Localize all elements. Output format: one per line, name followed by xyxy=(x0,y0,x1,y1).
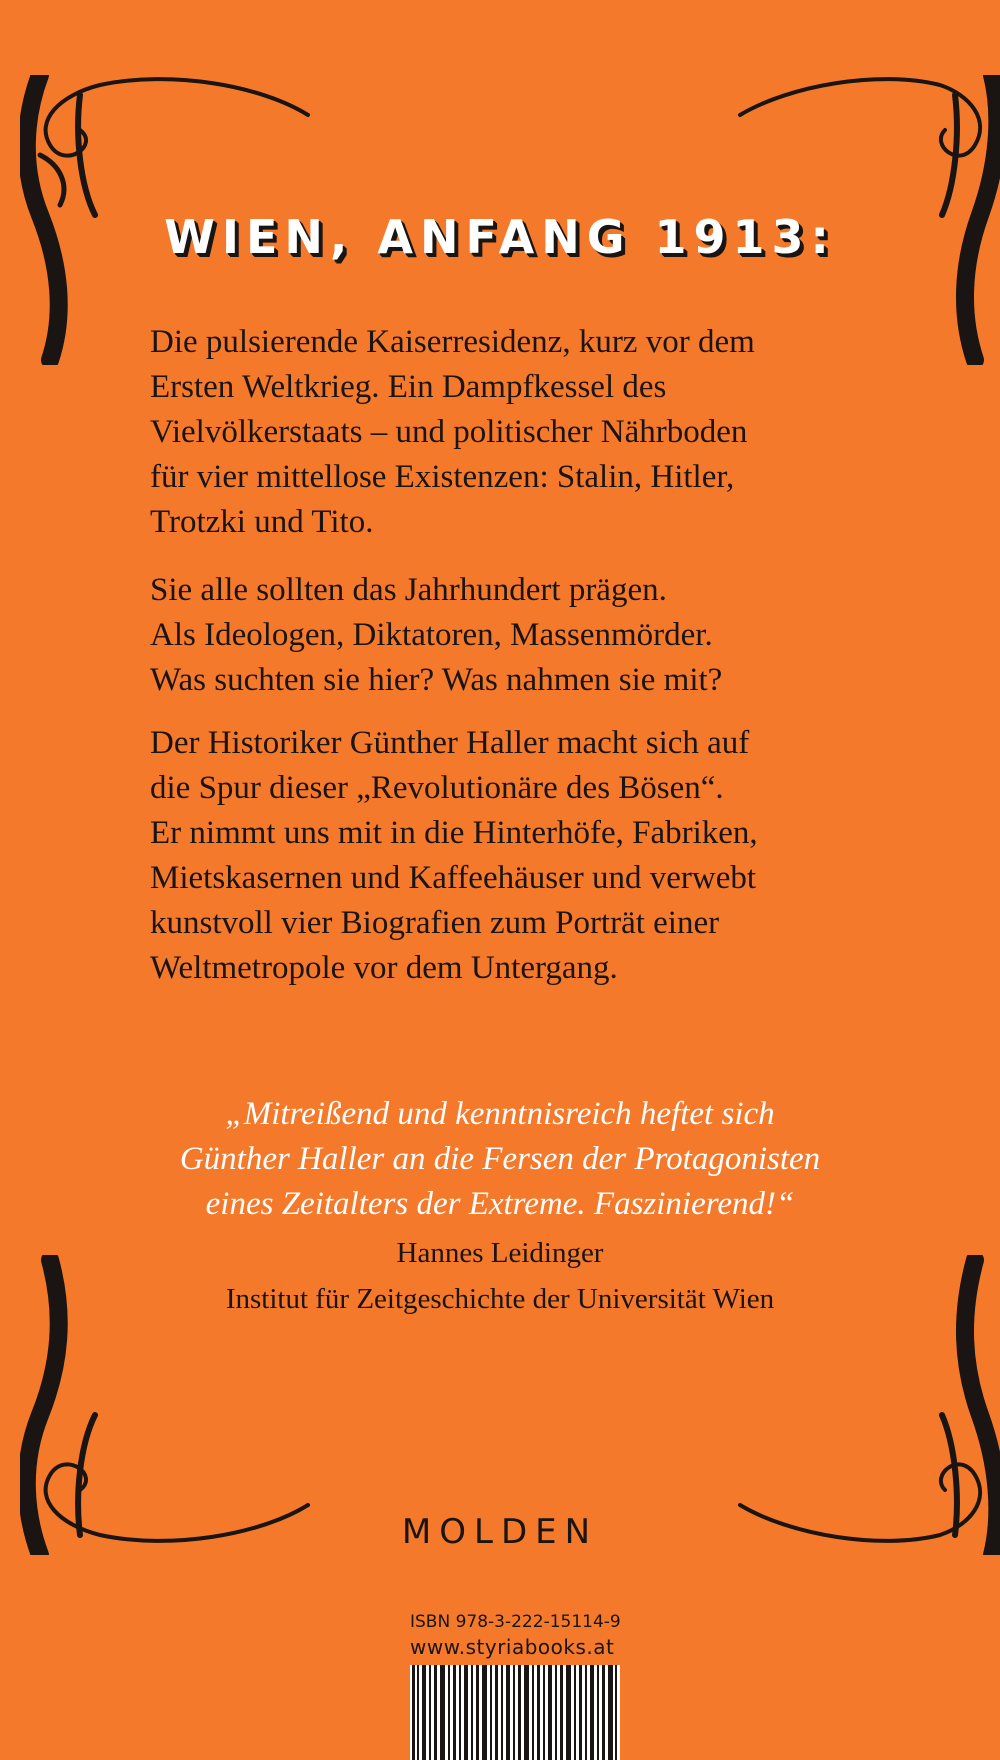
paragraph-line: Was suchten sie hier? Was nahmen sie mit? xyxy=(150,662,723,698)
quote-author: Hannes Leidinger xyxy=(396,1237,604,1269)
paragraph-line: die Spur dieser „Revolutionäre des Bösen“. xyxy=(150,770,724,806)
quote-line: Günther Haller an die Fersen der Protagonisten xyxy=(179,1141,821,1177)
barcode-icon xyxy=(410,1665,620,1760)
paragraph-line: Ersten Weltkrieg. Ein Dampfkessel des xyxy=(150,369,667,405)
paragraph-line: Die pulsierende Kaiserresidenz, kurz vor dem xyxy=(150,324,755,360)
quote-line: eines Zeitalters der Extreme. Faszinierend!“ xyxy=(205,1186,795,1222)
paragraph-line: Mietskasernen und Kaffeehäuser und verwebt xyxy=(150,860,757,896)
paragraph-line: kunstvoll vier Biografien zum Porträt einer xyxy=(150,905,720,941)
paragraph-line: Er nimmt uns mit in die Hinterhöfe, Fabriken, xyxy=(150,815,758,851)
quote-line: „Mitreißend und kenntnisreich heftet sich xyxy=(225,1096,775,1132)
paragraph-3 xyxy=(150,721,910,991)
isbn-block xyxy=(410,1610,625,1660)
review-quote xyxy=(0,1092,1000,1227)
paragraph-1 xyxy=(150,320,910,545)
paragraph-line: Weltmetropole vor dem Untergang. xyxy=(150,950,618,986)
paragraph-line: Trotzki und Tito. xyxy=(150,504,374,540)
quote-affiliation: Institut für Zeitgeschichte der Universität Wien xyxy=(225,1283,775,1315)
quote-attribution xyxy=(0,1230,1000,1322)
paragraph-line: Vielvölkerstaats – und politischer Nährboden xyxy=(150,414,748,450)
publisher-website: www.styriabooks.at xyxy=(410,1635,615,1659)
paragraph-2 xyxy=(150,568,910,703)
paragraph-line: Sie alle sollten das Jahrhundert prägen. xyxy=(150,572,667,608)
isbn-number: ISBN 978-3-222-15114-9 xyxy=(410,1612,621,1632)
headline: WIEN, ANFANG 1913: xyxy=(164,210,836,264)
paragraph-line: Als Ideologen, Diktatoren, Massenmörder. xyxy=(150,617,713,653)
paragraph-line: für vier mittellose Existenzen: Stalin, Hitler, xyxy=(150,459,735,495)
publisher-logo: MOLDEN xyxy=(401,1512,599,1552)
paragraph-line: Der Historiker Günther Haller macht sich auf xyxy=(150,725,750,761)
